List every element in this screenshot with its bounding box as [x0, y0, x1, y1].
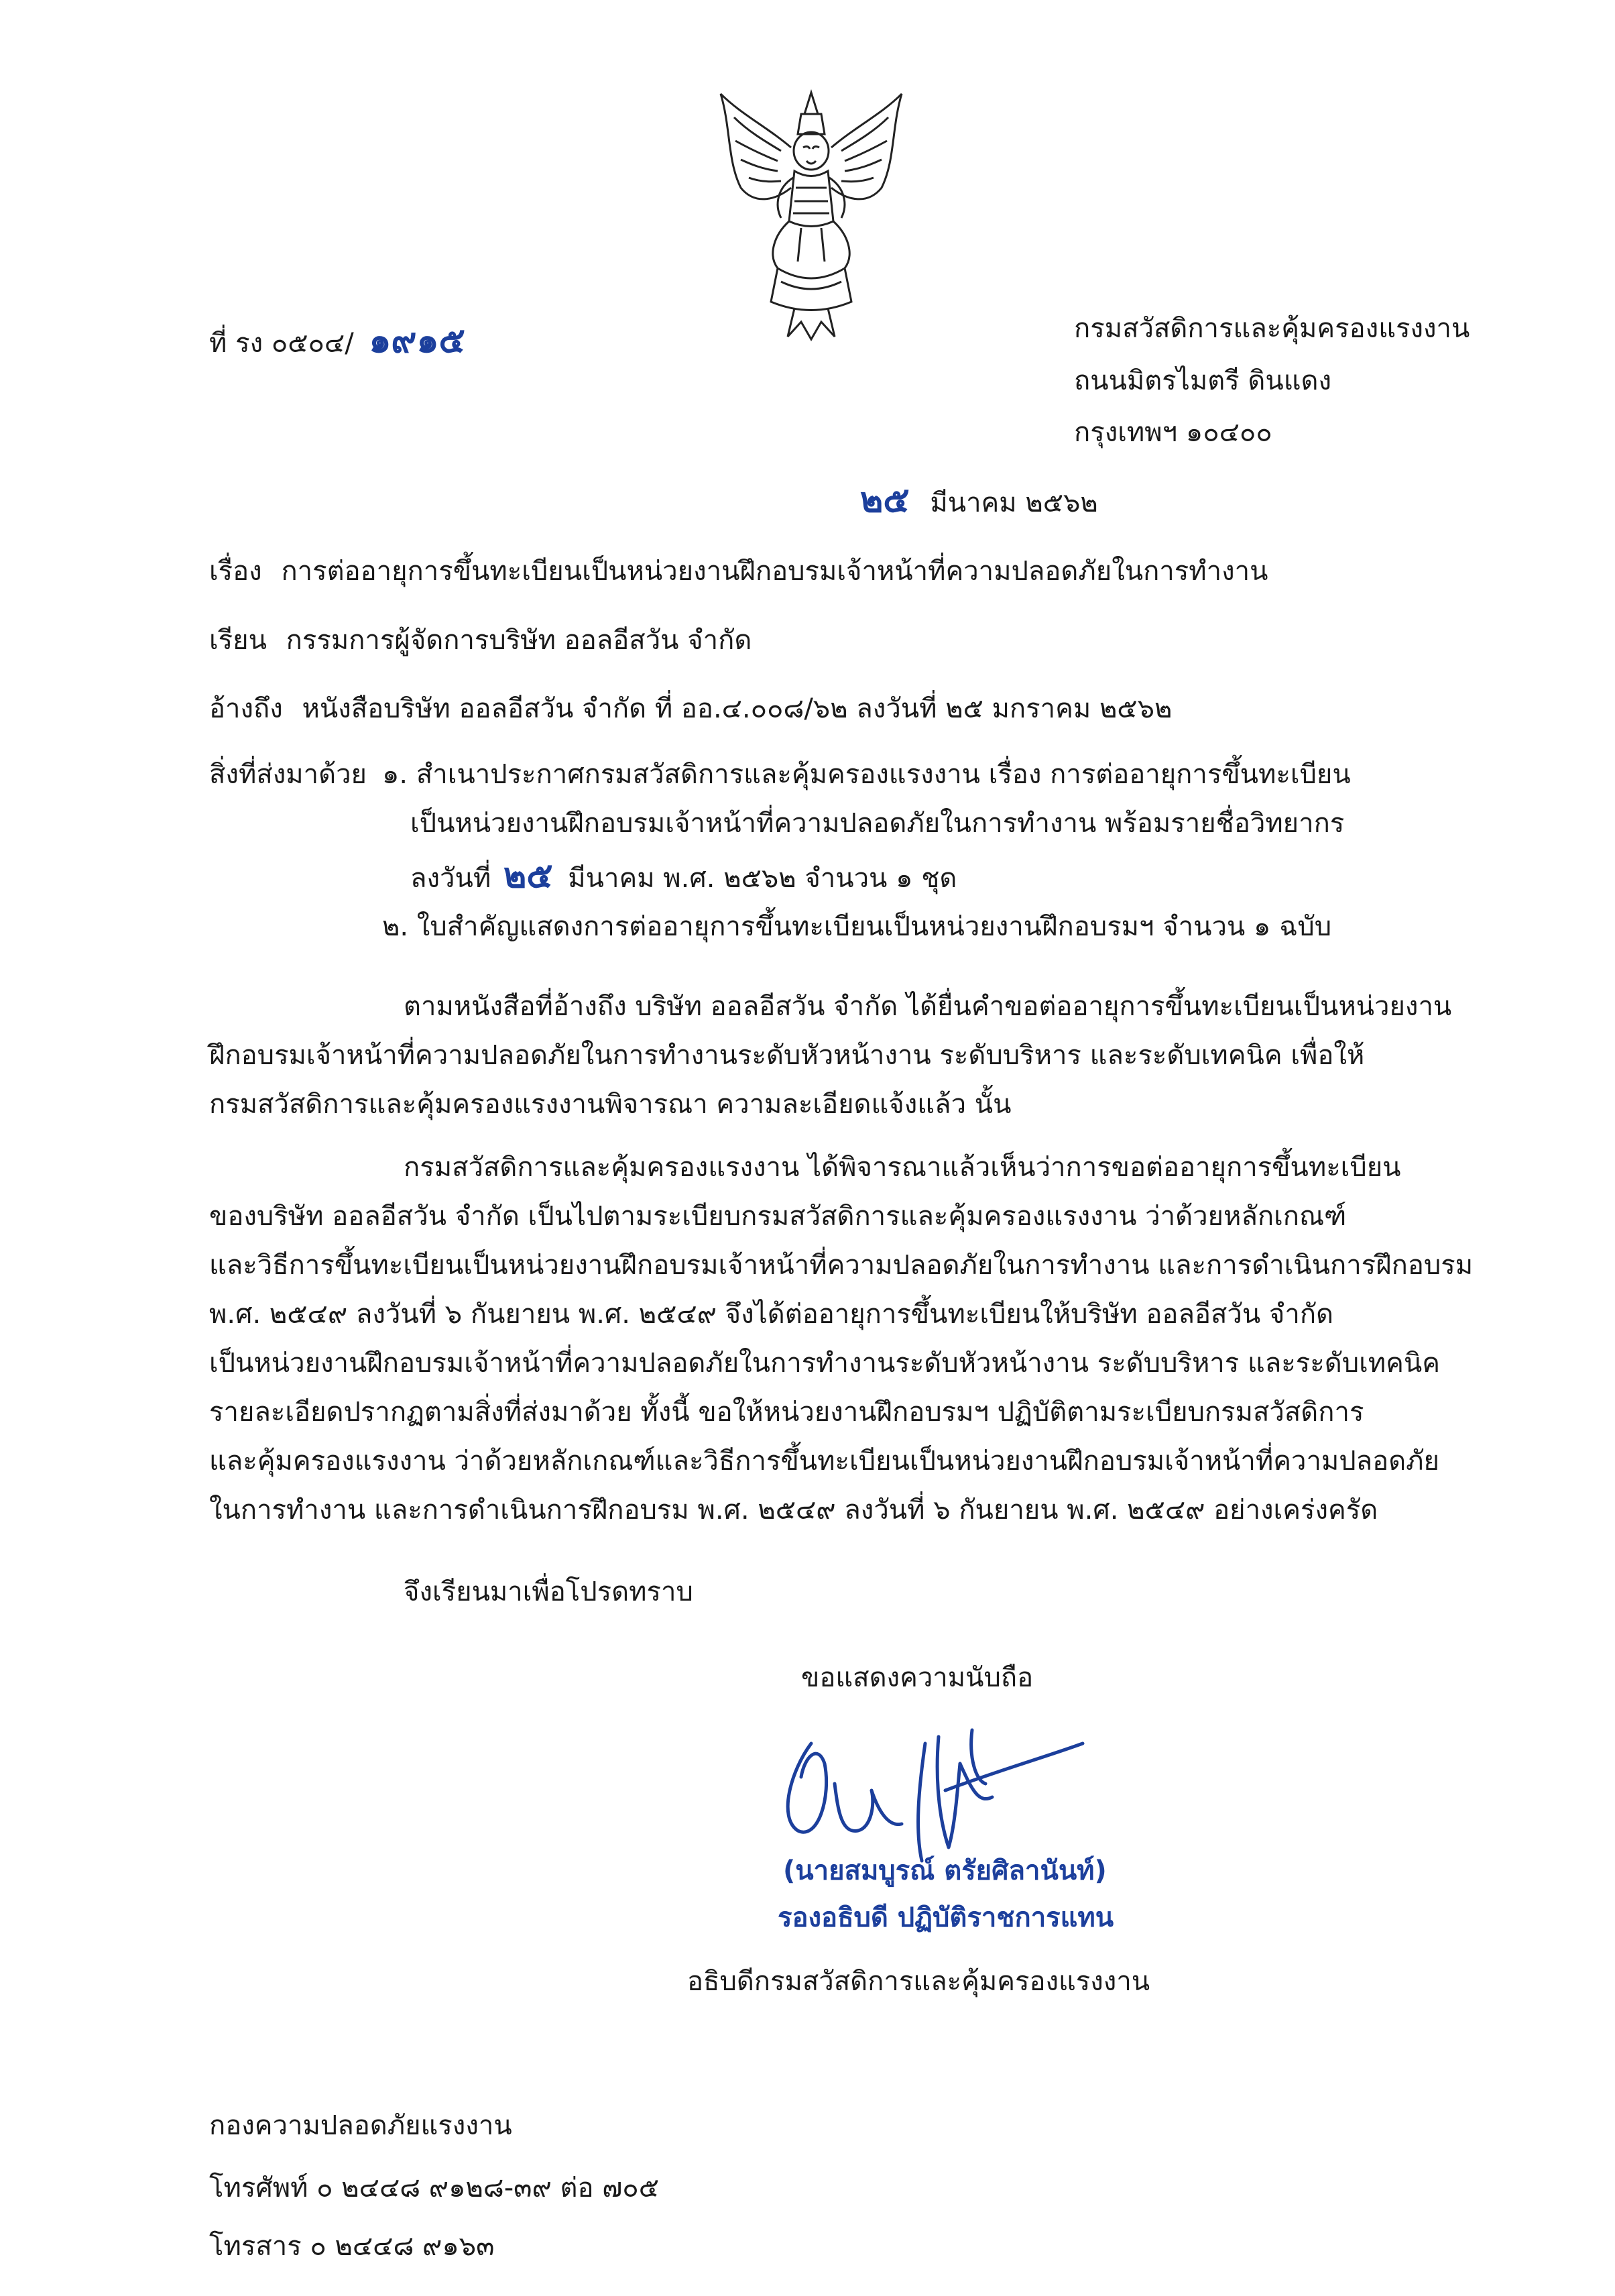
paragraph-line: ในการทำงาน และการดำเนินการฝึกอบรม พ.ศ. ๒๕๔๙ ลงวันที่ ๖ กันยายน พ.ศ. ๒๕๔๙ อย่างเคร่งครัด	[209, 1495, 1378, 1526]
date-day: ๒๕	[860, 480, 910, 520]
subject-text: การต่ออายุการขึ้นทะเบียนเป็นหน่วยงานฝึกอบรมเจ้าหน้าที่ความปลอดภัยในการทำงาน	[281, 556, 1268, 587]
document-date	[860, 480, 1098, 520]
document-reference	[209, 321, 465, 361]
paragraph-line: และคุ้มครองแรงงาน ว่าด้วยหลักเกณฑ์และวิธีการขึ้นทะเบียนเป็นหน่วยงานฝึกอบรมเจ้าหน้าที่ความปลอดภัย	[209, 1446, 1439, 1477]
enclosure-date-rest: มีนาคม พ.ศ. ๒๕๖๒ จำนวน ๑ ชุด	[568, 863, 957, 894]
footer-division: กองความปลอดภัยแรงงาน	[209, 2110, 512, 2141]
addressee-text: กรรมการผู้จัดการบริษัท ออลอีสวัน จำกัด	[286, 625, 752, 656]
enclosure-item-1-line-1: ๑. สำเนาประกาศกรมสวัสดิการและคุ้มครองแรงงาน เรื่อง การต่ออายุการขึ้นทะเบียน	[382, 759, 1351, 790]
paragraph-line: กรมสวัสดิการและคุ้มครองแรงงาน ได้พิจารณาแล้วเห็นว่าการขอต่ออายุการขึ้นทะเบียน	[404, 1152, 1401, 1183]
reference-line	[209, 695, 1172, 722]
paragraph-line: กรมสวัสดิการและคุ้มครองแรงงานพิจารณา ความละเอียดแจ้งแล้ว นั้น	[209, 1089, 1012, 1120]
addressee-label: เรียน	[209, 625, 267, 656]
paragraph-line: พ.ศ. ๒๕๔๙ ลงวันที่ ๖ กันยายน พ.ศ. ๒๕๔๙ จึงได้ต่ออายุการขึ้นทะเบียนให้บริษัท ออลอีสวัน จำกัด	[209, 1299, 1334, 1330]
org-name: กรมสวัสดิการและคุ้มครองแรงงาน	[1074, 313, 1470, 344]
paragraph-line: และวิธีการขึ้นทะเบียนเป็นหน่วยงานฝึกอบรมเจ้าหน้าที่ความปลอดภัยในการทำงาน และการดำเนินการฝึกอบรม	[209, 1250, 1474, 1281]
signature-icon	[771, 1717, 1086, 1871]
closing-line: จึงเรียนมาเพื่อโปรดทราบ	[404, 1576, 693, 1607]
subject-label: เรื่อง	[209, 556, 262, 587]
subject-line	[209, 558, 1268, 585]
reference-label: อ้างถึง	[209, 693, 283, 724]
signer-position: อธิบดีกรมสวัสดิการและคุ้มครองแรงงาน	[687, 1966, 1150, 1997]
paragraph-line: ของบริษัท ออลอีสวัน จำกัด เป็นไปตามระเบียบกรมสวัสดิการและคุ้มครองแรงงาน ว่าด้วยหลักเกณฑ์	[209, 1201, 1347, 1232]
enclosures-label: สิ่งที่ส่งมาด้วย	[209, 759, 367, 790]
signer-acting-title: รองอธิบดี ปฏิบัติราชการแทน	[778, 1902, 1114, 1933]
paragraph-line: รายละเอียดปรากฏตามสิ่งที่ส่งมาด้วย ทั้งนี้ ขอให้หน่วยงานฝึกอบรมฯ ปฏิบัติตามระเบียบกรมสวัสดิการ	[209, 1397, 1364, 1428]
enclosure-date-day: ๒๕	[503, 856, 553, 896]
body-paragraph-2	[209, 1143, 1483, 1535]
reference-prefix: ที่ รง ๐๕๐๔/	[209, 328, 354, 359]
org-street: ถนนมิตรไมตรี ดินแดง	[1074, 365, 1332, 396]
enclosure-date-prefix: ลงวันที่	[410, 863, 491, 894]
addressee-line	[209, 627, 752, 654]
org-city: กรุงเทพฯ ๑๐๔๐๐	[1074, 417, 1272, 448]
signer-name: (นายสมบูรณ์ ตรัยศิลานันท์)	[783, 1855, 1107, 1886]
date-month-year: มีนาคม ๒๕๖๒	[930, 487, 1098, 518]
garuda-emblem-icon	[714, 87, 908, 342]
footer-phone: โทรศัพท์ ๐ ๒๔๔๘ ๙๑๒๘-๓๙ ต่อ ๗๐๕	[209, 2173, 659, 2203]
enclosure-item-1-line-2: เป็นหน่วยงานฝึกอบรมเจ้าหน้าที่ความปลอดภัยในการทำงาน พร้อมรายชื่อวิทยากร	[410, 808, 1345, 839]
reference-text: หนังสือบริษัท ออลอีสวัน จำกัด ที่ ออ.๔.๐๐๘/๖๒ ลงวันที่ ๒๕ มกราคม ๒๕๖๒	[302, 693, 1173, 724]
enclosure-item-1-line-3	[410, 856, 957, 896]
salutation: ขอแสดงความนับถือ	[801, 1662, 1034, 1693]
paragraph-line: ฝึกอบรมเจ้าหน้าที่ความปลอดภัยในการทำงานระดับหัวหน้างาน ระดับบริหาร และระดับเทคนิค เพื่อให้	[209, 1040, 1365, 1071]
paragraph-line: ตามหนังสือที่อ้างถึง บริษัท ออลอีสวัน จำกัด ได้ยื่นคำขอต่ออายุการขึ้นทะเบียนเป็นหน่วยงาน	[404, 991, 1452, 1022]
enclosure-item-2: ๒. ใบสำคัญแสดงการต่ออายุการขึ้นทะเบียนเป็นหน่วยงานฝึกอบรมฯ จำนวน ๑ ฉบับ	[382, 911, 1332, 942]
body-paragraph-1	[209, 982, 1483, 1129]
reference-number: ๑๙๑๕	[369, 321, 465, 361]
footer-fax: โทรสาร ๐ ๒๔๔๘ ๙๑๖๓	[209, 2231, 495, 2262]
paragraph-line: เป็นหน่วยงานฝึกอบรมเจ้าหน้าที่ความปลอดภัยในการทำงานระดับหัวหน้างาน ระดับบริหาร และระดับเทคนิค	[209, 1348, 1440, 1379]
